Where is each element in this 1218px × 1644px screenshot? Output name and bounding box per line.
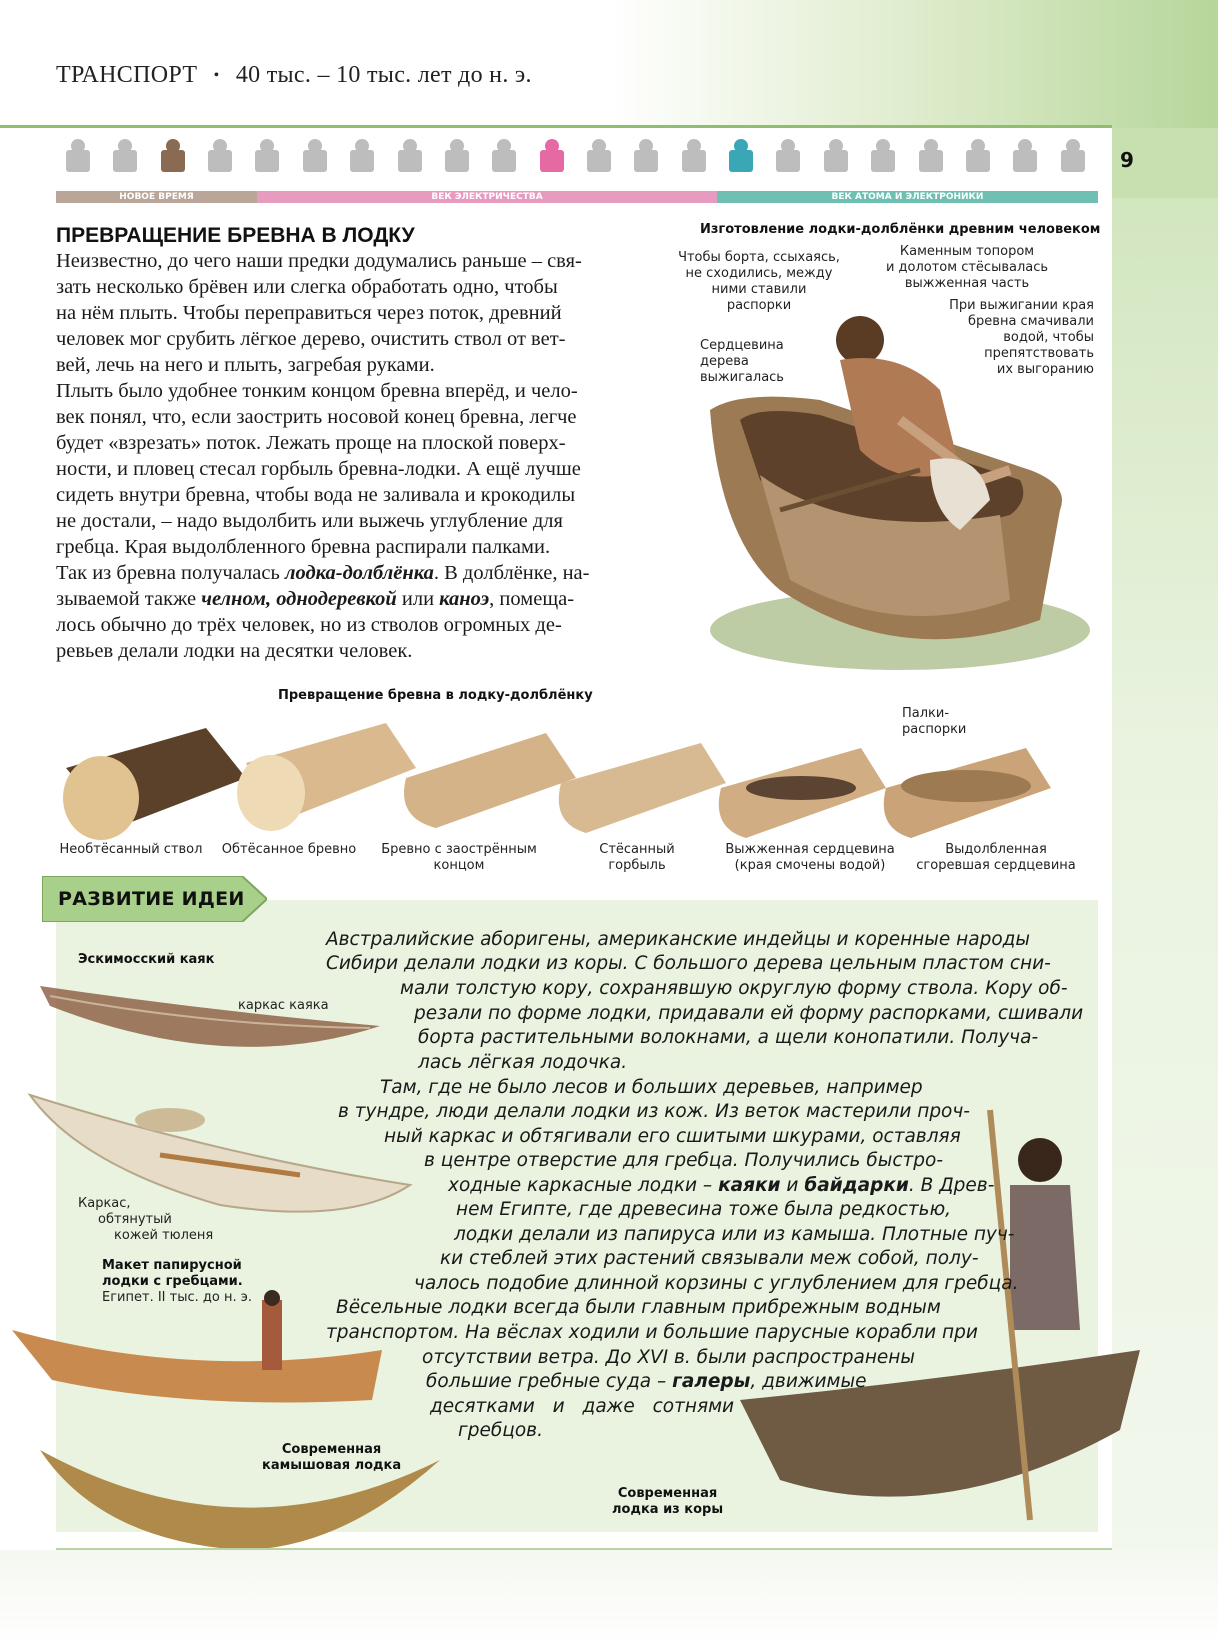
stage-label: Необтёсанный ствол (59, 842, 203, 857)
header-bullet: • (213, 67, 220, 84)
idea-line: чалось подобие длинной корзины с углублением для гребца. (414, 1273, 1019, 1294)
main-line: не достали, – надо выдолбить или выжечь углубление для (56, 510, 563, 532)
stage-raw-trunk (63, 728, 246, 840)
main-line: ности, и пловец стесал горбыль бревна-лодки. А ещё лучше (56, 458, 581, 480)
idea-line: лодки делали из папируса или из камыша. Плотные пуч- (454, 1224, 1015, 1245)
timeline-icon-strip (56, 132, 1098, 186)
airplane-icon (725, 136, 757, 178)
dna-icon (1057, 136, 1089, 178)
era-atom-electronics: ВЕК АТОМА И ЭЛЕКТРОНИКИ (717, 191, 1098, 203)
page-number: 9 (1120, 148, 1134, 172)
caption-reed-boat: Современная камышовая лодка (262, 1442, 402, 1473)
idea-line: мали толстую кору, сохранявшую округлую форму ствола. Кору об- (400, 978, 1068, 999)
idea-line: ный каркас и обтягивали его сшитыми шкурами, оставляя (384, 1126, 961, 1147)
running-header (56, 62, 532, 89)
idea-line: Вёсельные лодки всегда были главным прибрежным водным (336, 1297, 941, 1318)
header-rule (0, 125, 1112, 128)
caption-papyrus-date: Египет. II тыс. до н. э. (102, 1290, 252, 1305)
idea-line: отсутствии ветра. До XVI в. были распространены (422, 1347, 916, 1368)
main-line: человек мог срубить лёгкое дерево, очистить ствол от вет- (56, 328, 566, 350)
idea-line: Там, где не было лесов и больших деревьев, например (380, 1077, 923, 1098)
main-line: Так из бревна получалась лодка-долблёнка. В долблёнке, на- (56, 562, 590, 584)
main-text (56, 248, 666, 664)
stage-pointed-log (404, 733, 576, 828)
stage-hollowed-boat (884, 748, 1051, 838)
balloon-icon (109, 136, 141, 178)
gramophone-icon (678, 136, 710, 178)
sticks-callout: Палки- распорки (902, 706, 967, 737)
oil-derrick-icon (394, 136, 426, 178)
idea-line: большие гребные суда – галеры, движимые (426, 1371, 867, 1392)
circuit-icon (1009, 136, 1041, 178)
caption-kayak-frame: каркас каяка (238, 998, 329, 1013)
idea-line: транспортом. На вёслах ходили и большие парусные корабли при (326, 1322, 978, 1343)
main-line: ревьев делали лодки на десятки человек. (56, 640, 413, 662)
idea-line: десятками и даже сотнями (430, 1396, 735, 1417)
stage-label: Выжженная сердцевина (края смочены водой) (725, 842, 895, 873)
main-line: лось обычно до трёх человек, но из стволов огромных де- (56, 614, 562, 636)
stage-flattened-log (559, 743, 726, 833)
caption-papyrus-model: Макет папирусной лодки с гребцами. (102, 1258, 243, 1289)
factory-icon (62, 136, 94, 178)
caption-frame-skin: Каркас, обтянутый кожей тюленя (78, 1196, 214, 1243)
atom-icon (867, 136, 899, 178)
tv-icon (772, 136, 804, 178)
idea-line: ки стеблей этих растений связывали меж собой, полу- (440, 1248, 979, 1269)
car-icon (536, 136, 568, 178)
stage-burnt-core (719, 748, 886, 838)
callout-spacers: Чтобы борта, ссыхаясь, не сходились, между ними ставили распорки (678, 250, 840, 313)
main-line: зать несколько брёвен или слегка обработать одно, чтобы (56, 276, 558, 298)
building-icon (583, 136, 615, 178)
idea-line: нем Египте, где древесина тоже была редкостью, (456, 1199, 952, 1220)
stage-label: Бревно с заострённым концом (381, 842, 537, 873)
computer-icon (820, 136, 852, 178)
main-line: Неизвестно, до чего наши предки додумались раньше – свя- (56, 250, 582, 272)
caption-eskimo-kayak: Эскимосский каяк (78, 952, 215, 967)
idea-title: РАЗВИТИЕ ИДЕИ (58, 888, 245, 910)
term-dugout: лодка-долблёнка (284, 562, 434, 584)
main-line: век понял, что, если заострить носовой конец бревна, легче (56, 406, 577, 428)
main-line: сидеть внутри бревна, чтобы вода не заливала и крокодилы (56, 484, 576, 506)
main-line: Плыть было удобнее тонким концом бревна вперёд, и чело- (56, 380, 578, 402)
film-camera-icon (346, 136, 378, 178)
term-canoe: каноэ (439, 588, 490, 610)
main-line: вей, лечь на него и плыть, загребая руками. (56, 354, 435, 376)
header-date-range: 40 тыс. – 10 тыс. лет до н. э. (235, 62, 532, 88)
term-chelnok: челном, однодеревкой (201, 588, 397, 610)
main-line: будет «взрезать» поток. Лежать проще на плоской поверх- (56, 432, 566, 454)
steam-engine-icon (157, 136, 189, 178)
idea-line: гребцов. (458, 1420, 543, 1441)
idea-line: Сибири делали лодки из коры. С большого дерева цельным пластом сни- (326, 953, 1051, 974)
idea-line: борта растительными волокнами, а щели конопатили. Получа- (418, 1027, 1039, 1048)
telephone-icon (441, 136, 473, 178)
idea-line: лась лёгкая лодочка. (418, 1052, 628, 1073)
idea-line: в тундре, люди делали лодки из кож. Из веток мастерили проч- (338, 1101, 970, 1122)
rocket-icon (915, 136, 947, 178)
mobile-phone-icon (962, 136, 994, 178)
callout-stone-axe: Каменным топором и долотом стёсывалась выжженная часть (885, 244, 1049, 291)
telegraph-icon (251, 136, 283, 178)
era-bar (56, 191, 1098, 203)
camera-icon (299, 136, 331, 178)
light-bulb-icon (488, 136, 520, 178)
stage-hewn-log (237, 723, 416, 831)
main-line: зываемой также челном, однодеревкой или каноэ, помеща- (56, 588, 575, 610)
loom-icon (204, 136, 236, 178)
running-title: ТРАНСПОРТ (56, 62, 198, 88)
bottom-band (0, 1550, 1218, 1644)
term-galleys: галеры (672, 1371, 751, 1392)
stage-label: Обтёсанное бревно (221, 842, 357, 857)
idea-line: Австралийские аборигены, американские индейцы и коренные народы (326, 929, 1031, 950)
caption-bark-boat: Современная лодка из коры (612, 1486, 724, 1517)
idea-line: в центре отверстие для гребца. Получились быстро- (424, 1150, 944, 1171)
idea-line: резали по форме лодки, придавали ей форму распорками, сшивали (414, 1003, 1084, 1024)
stage-label: Выдолбленная сгоревшая сердцевина (916, 842, 1076, 873)
era-modern-times: НОВОЕ ВРЕМЯ (56, 191, 257, 203)
eskimo-kayak-image (30, 966, 390, 1086)
callout-core: Сердцевина дерева выжигалась (700, 338, 784, 385)
callout-wet-edges: При выжигании края бревна смачивали водой, чтобы препятствовать их выгоранию (949, 298, 1094, 377)
radio-icon (630, 136, 662, 178)
section-title: ПРЕВРАЩЕНИЕ БРЕВНА В ЛОДКУ (56, 224, 415, 247)
idea-line: ходные каркасные лодки – каяки и байдарки. В Древ- (448, 1175, 995, 1196)
term-baidarka: байдарки (804, 1175, 909, 1196)
papyrus-boat-model-image (12, 1290, 392, 1430)
term-kayak: каяки (718, 1175, 781, 1196)
stage-label: Стёсанный горбыль (599, 842, 675, 873)
main-line: гребца. Края выдолбленного бревна распирали палками. (56, 536, 551, 558)
sequence-title: Превращение бревна в лодку-долблёнку (278, 688, 593, 703)
main-line: на нём плыть. Чтобы переправиться через поток, древний (56, 302, 562, 324)
illustration-title: Изготовление лодки-долблёнки древним человеком (700, 222, 1101, 237)
era-electricity: ВЕК ЭЛЕКТРИЧЕСТВА (257, 191, 717, 203)
